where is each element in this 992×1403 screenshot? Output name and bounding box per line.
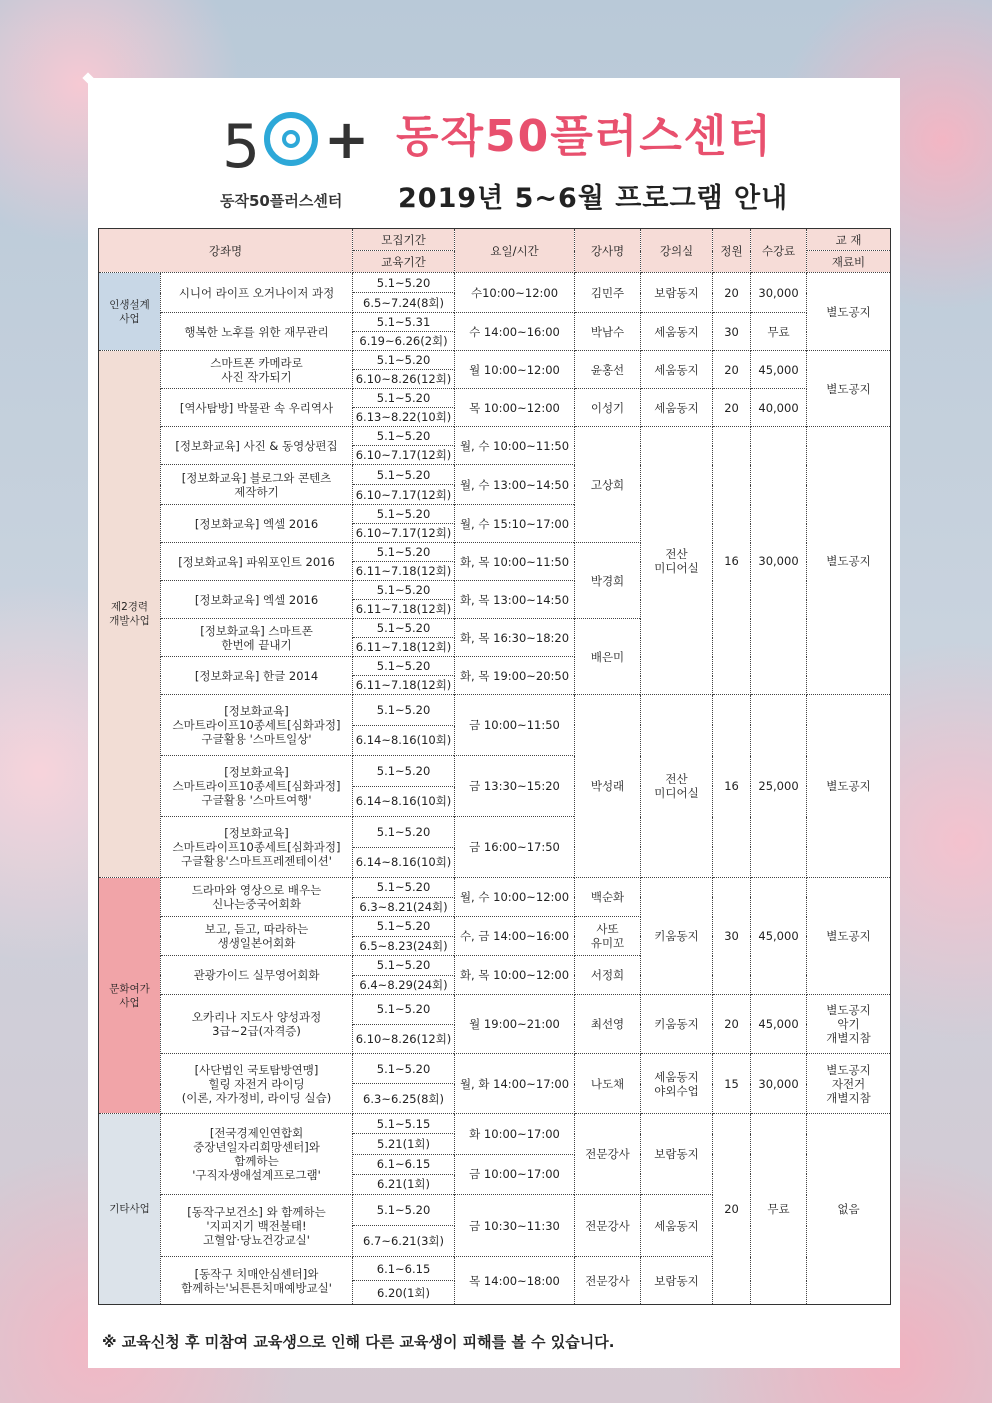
recruit-period: 5.1~5.20 [353, 543, 455, 562]
edu-period: 6.20(1회) [353, 1281, 455, 1305]
day-time: 금 10:00~11:50 [455, 695, 575, 756]
recruit-period: 5.1~5.20 [353, 917, 455, 937]
logo-inner-ring-icon [282, 130, 300, 148]
table-row [99, 995, 891, 1025]
edu-period: 6.11~7.18(12회) [353, 562, 455, 581]
table-row [99, 389, 891, 408]
course-name: 스마트폰 카메라로 사진 작가되기 [161, 351, 353, 389]
day-time: 화 10:00~17:00 [455, 1114, 575, 1155]
edu-period: 6.3~8.21(24회) [353, 897, 455, 917]
course-name: [동작구 치매안심센터]와 함께하는'뇌튼튼치매예방교실' [161, 1257, 353, 1305]
teacher-name: 이성기 [575, 389, 641, 427]
tuition-fee: 30,000 [751, 273, 807, 313]
edu-period: 6.5~8.23(24회) [353, 936, 455, 956]
edu-period: 6.14~8.16(10회) [353, 847, 455, 878]
course-name: [동작구보건소] 와 함께하는 '지피지기 백전불태! 고혈압·당뇨건강교실' [161, 1195, 353, 1257]
table-row [99, 313, 891, 332]
edu-period: 6.11~7.18(12회) [353, 676, 455, 695]
table-row [99, 273, 891, 293]
recruit-period: 5.1~5.31 [353, 313, 455, 332]
header-course: 강좌명 [99, 229, 353, 273]
course-name: [정보화교육] 엑셀 2016 [161, 581, 353, 619]
material-fee: 없음 [807, 1114, 891, 1305]
logo-number: 5 [222, 112, 259, 182]
classroom: 세움동지 [641, 351, 713, 389]
teacher-name: 김민주 [575, 273, 641, 313]
tuition-fee: 45,000 [751, 878, 807, 995]
table-row [99, 695, 891, 726]
recruit-period: 6.1~6.15 [353, 1257, 455, 1281]
capacity: 20 [713, 1114, 751, 1305]
day-time: 금 13:30~15:20 [455, 756, 575, 817]
material-fee: 별도공지 악기 개별지참 [807, 995, 891, 1054]
recruit-period: 5.1~5.20 [353, 465, 455, 485]
day-time: 금 16:00~17:50 [455, 817, 575, 878]
day-time: 월, 수 10:00~11:50 [455, 427, 575, 465]
day-time: 화, 목 10:00~12:00 [455, 956, 575, 995]
course-name: 오카리나 지도사 양성과정 3급~2급(자격증) [161, 995, 353, 1054]
course-name: [정보화교육] 스마트폰 한번에 끝내기 [161, 619, 353, 657]
day-time: 월, 화 14:00~17:00 [455, 1054, 575, 1114]
footnote: ※ 교육신청 후 미참여 교육생으로 인해 다른 교육생이 피해를 볼 수 있습니다. [102, 1333, 615, 1351]
course-name: [정보화교육] 블로그와 콘텐츠 제작하기 [161, 465, 353, 505]
teacher-name: 박남수 [575, 313, 641, 351]
recruit-period: 5.1~5.15 [353, 1114, 455, 1134]
edu-period: 6.14~8.16(10회) [353, 725, 455, 756]
capacity: 20 [713, 273, 751, 313]
course-name: 관광가이드 실무영어회화 [161, 956, 353, 995]
course-name: [정보화교육] 한글 2014 [161, 657, 353, 695]
edu-period: 6.10~7.17(12회) [353, 524, 455, 543]
edu-period: 6.7~6.21(3회) [353, 1226, 455, 1257]
edu-period: 6.19~6.26(2회) [353, 332, 455, 351]
recruit-period: 5.1~5.20 [353, 1195, 455, 1226]
tuition-fee: 45,000 [751, 351, 807, 389]
edu-period: 6.10~7.17(12회) [353, 446, 455, 465]
day-time: 목 10:00~12:00 [455, 389, 575, 427]
day-time: 월, 수 15:10~17:00 [455, 505, 575, 543]
day-time: 금 10:00~17:00 [455, 1154, 575, 1195]
day-time: 목 14:00~18:00 [455, 1257, 575, 1305]
teacher-name: 박성래 [575, 695, 641, 878]
capacity: 16 [713, 695, 751, 878]
tuition-fee: 40,000 [751, 389, 807, 427]
tuition-fee: 25,000 [751, 695, 807, 878]
classroom: 보람동지 [641, 273, 713, 313]
teacher-name: 박경희 [575, 543, 641, 619]
day-time: 수10:00~12:00 [455, 273, 575, 313]
capacity: 20 [713, 995, 751, 1054]
capacity: 20 [713, 351, 751, 389]
material-fee: 별도공지 자전거 개별지참 [807, 1054, 891, 1114]
course-name: 행복한 노후를 위한 재무관리 [161, 313, 353, 351]
classroom: 보람동지 [641, 1257, 713, 1305]
edu-period: 6.11~7.18(12회) [353, 600, 455, 619]
recruit-period: 5.1~5.20 [353, 1054, 455, 1084]
header-fee: 수강료 [751, 229, 807, 273]
category-cell: 기타사업 [99, 1114, 161, 1305]
table-row [99, 351, 891, 370]
recruit-period: 5.1~5.20 [353, 619, 455, 638]
classroom: 보람동지 [641, 1114, 713, 1195]
header-matfee: 재료비 [807, 251, 891, 273]
header-material: 교 재 [807, 229, 891, 251]
category-cell: 제2경력 개발사업 [99, 351, 161, 878]
program-card [88, 78, 900, 1368]
classroom: 세움동지 야외수업 [641, 1054, 713, 1114]
edu-period: 6.13~8.22(10회) [353, 408, 455, 427]
teacher-name: 나도채 [575, 1054, 641, 1114]
table-row [99, 1054, 891, 1084]
course-name: [정보화교육] 파워포인트 2016 [161, 543, 353, 581]
classroom: 키움동지 [641, 995, 713, 1054]
course-name: 드라마와 영상으로 배우는 신나는중국어회화 [161, 878, 353, 917]
teacher-name: 백순화 [575, 878, 641, 917]
material-fee: 별도공지 [807, 427, 891, 695]
course-name: [전국경제인연합회 중장년일자리희망센터]와 함께하는 '구직자생애설계프로그램' [161, 1114, 353, 1195]
page-subtitle: 2019년 5~6월 프로그램 안내 [398, 183, 789, 214]
header-time: 요일/시간 [455, 229, 575, 273]
header-capacity: 정원 [713, 229, 751, 273]
recruit-period: 5.1~5.20 [353, 389, 455, 408]
teacher-name: 윤홍선 [575, 351, 641, 389]
capacity: 15 [713, 1054, 751, 1114]
classroom: 전산 미디어실 [641, 427, 713, 695]
course-name: 시니어 라이프 오거나이저 과정 [161, 273, 353, 313]
classroom: 세움동지 [641, 389, 713, 427]
tuition-fee: 30,000 [751, 1054, 807, 1114]
category-cell: 문화여가 사업 [99, 878, 161, 1114]
recruit-period: 5.1~5.20 [353, 817, 455, 848]
teacher-name: 고상희 [575, 427, 641, 543]
header [88, 78, 900, 228]
tuition-fee: 45,000 [751, 995, 807, 1054]
day-time: 금 10:30~11:30 [455, 1195, 575, 1257]
schedule-table [98, 228, 891, 1305]
category-cell: 인생설계 사업 [99, 273, 161, 351]
material-fee: 별도공지 [807, 878, 891, 995]
recruit-period: 6.1~6.15 [353, 1154, 455, 1174]
teacher-name: 사또 유미꼬 [575, 917, 641, 956]
table-row [99, 427, 891, 446]
material-fee: 별도공지 [807, 273, 891, 351]
recruit-period: 5.1~5.20 [353, 581, 455, 600]
edu-period: 6.3~6.25(8회) [353, 1084, 455, 1114]
edu-period: 6.10~8.26(12회) [353, 1024, 455, 1054]
logo-caption: 동작50플러스센터 [220, 192, 343, 210]
teacher-name: 전문강사 [575, 1114, 641, 1195]
tuition-fee: 30,000 [751, 427, 807, 695]
teacher-name: 전문강사 [575, 1195, 641, 1257]
day-time: 수, 금 14:00~16:00 [455, 917, 575, 956]
edu-period: 6.5~7.24(8회) [353, 293, 455, 313]
recruit-period: 5.1~5.20 [353, 273, 455, 293]
course-name: [역사탐방] 박물관 속 우리역사 [161, 389, 353, 427]
edu-period: 6.14~8.16(10회) [353, 786, 455, 817]
edu-period: 5.21(1회) [353, 1134, 455, 1154]
day-time: 화, 목 19:00~20:50 [455, 657, 575, 695]
edu-period: 6.11~7.18(12회) [353, 638, 455, 657]
capacity: 30 [713, 878, 751, 995]
edu-period: 6.4~8.29(24회) [353, 975, 455, 995]
course-name: [정보화교육] 스마트라이프10종세트[심화과정] 구글활용 '스마트일상' [161, 695, 353, 756]
material-fee: 별도공지 [807, 695, 891, 878]
recruit-period: 5.1~5.20 [353, 995, 455, 1025]
header-recruit: 모집기간 [353, 229, 455, 251]
day-time: 월, 수 10:00~12:00 [455, 878, 575, 917]
capacity: 16 [713, 427, 751, 695]
classroom: 세움동지 [641, 313, 713, 351]
table-row [99, 1114, 891, 1134]
header-room: 강의실 [641, 229, 713, 273]
day-time: 화, 목 10:00~11:50 [455, 543, 575, 581]
header-edu: 교육기간 [353, 251, 455, 273]
recruit-period: 5.1~5.20 [353, 657, 455, 676]
teacher-name: 전문강사 [575, 1257, 641, 1305]
edu-period: 6.21(1회) [353, 1174, 455, 1194]
teacher-name: 서정희 [575, 956, 641, 995]
capacity: 30 [713, 313, 751, 351]
edu-period: 6.10~8.26(12회) [353, 370, 455, 389]
day-time: 화, 목 16:30~18:20 [455, 619, 575, 657]
course-name: [정보화교육] 사진 & 동영상편집 [161, 427, 353, 465]
course-name: [사단법인 국토탐방연맹] 힐링 자전거 라이딩 (이론, 자가정비, 라이딩 실습) [161, 1054, 353, 1114]
logo-plus: + [324, 108, 370, 171]
day-time: 월, 수 13:00~14:50 [455, 465, 575, 505]
recruit-period: 5.1~5.20 [353, 351, 455, 370]
capacity: 20 [713, 389, 751, 427]
classroom: 키움동지 [641, 878, 713, 995]
tuition-fee: 무료 [751, 1114, 807, 1305]
page-title: 동작50플러스센터 [396, 111, 773, 162]
material-fee: 별도공지 [807, 351, 891, 427]
course-name: [정보화교육] 스마트라이프10종세트[심화과정] 구글활용'스마트프레젠테이션' [161, 817, 353, 878]
classroom: 세움동지 [641, 1195, 713, 1257]
recruit-period: 5.1~5.20 [353, 505, 455, 524]
recruit-period: 5.1~5.20 [353, 956, 455, 976]
course-name: [정보화교육] 엑셀 2016 [161, 505, 353, 543]
header-teacher: 강사명 [575, 229, 641, 273]
course-name: 보고, 듣고, 따라하는 생생일본어회화 [161, 917, 353, 956]
edu-period: 6.10~7.17(12회) [353, 485, 455, 505]
course-name: [정보화교육] 스마트라이프10종세트[심화과정] 구글활용 '스마트여행' [161, 756, 353, 817]
recruit-period: 5.1~5.20 [353, 427, 455, 446]
tuition-fee: 무료 [751, 313, 807, 351]
classroom: 전산 미디어실 [641, 695, 713, 878]
day-time: 월 10:00~12:00 [455, 351, 575, 389]
day-time: 수 14:00~16:00 [455, 313, 575, 351]
day-time: 화, 목 13:00~14:50 [455, 581, 575, 619]
table-row [99, 878, 891, 898]
recruit-period: 5.1~5.20 [353, 695, 455, 726]
recruit-period: 5.1~5.20 [353, 878, 455, 898]
teacher-name: 최선영 [575, 995, 641, 1054]
day-time: 월 19:00~21:00 [455, 995, 575, 1054]
teacher-name: 배은미 [575, 619, 641, 695]
recruit-period: 5.1~5.20 [353, 756, 455, 787]
